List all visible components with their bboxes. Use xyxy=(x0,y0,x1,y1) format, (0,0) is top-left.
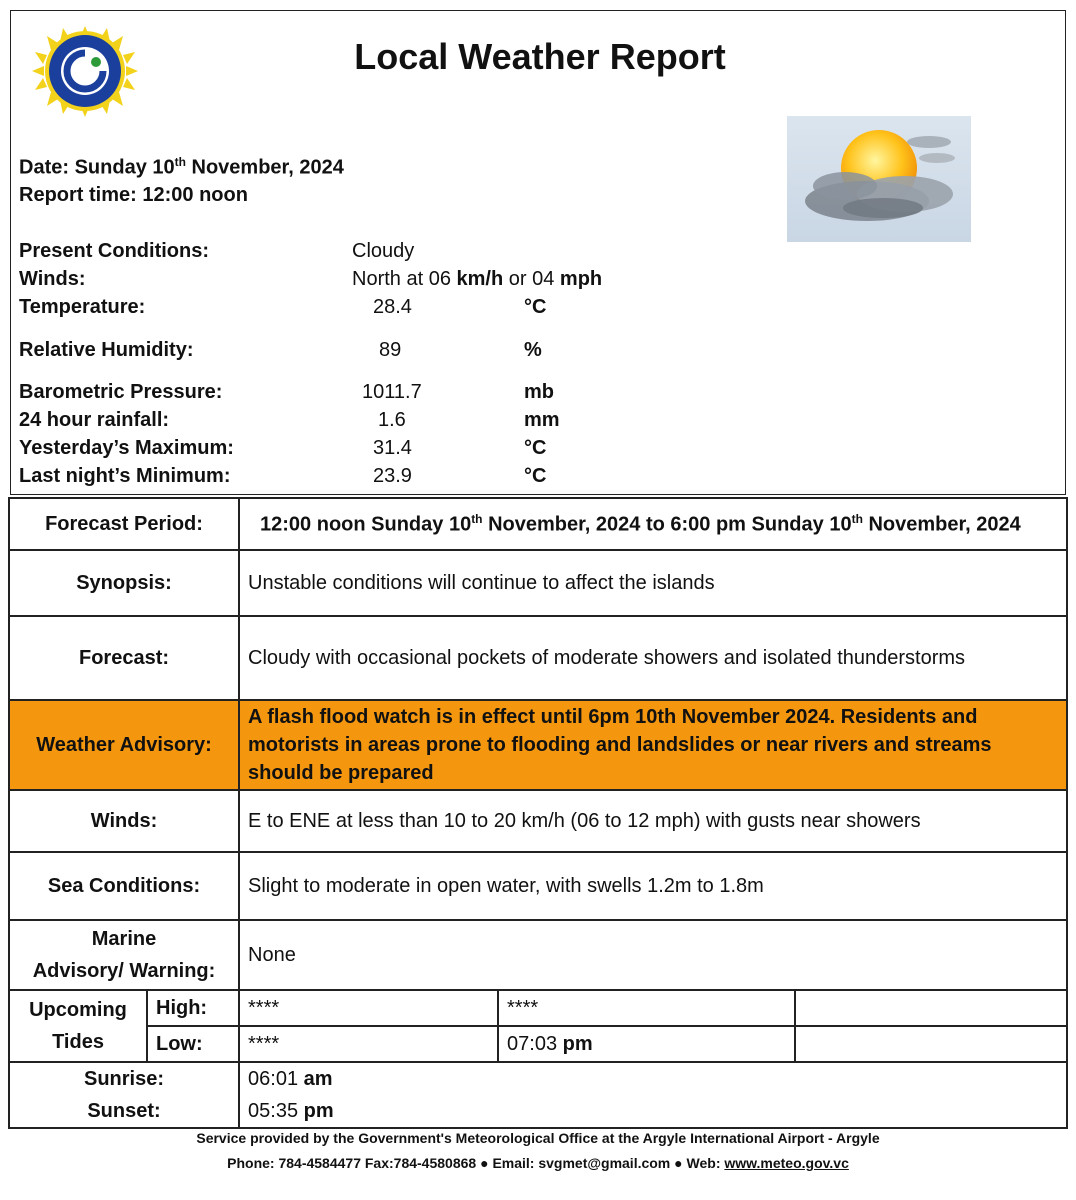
low-tide-2 xyxy=(498,1026,795,1062)
sea-conditions-label: Sea Conditions: xyxy=(9,852,239,920)
high-tide-2: **** xyxy=(498,990,795,1026)
low-tide-row xyxy=(9,1026,1067,1062)
date-day: Sunday 10 xyxy=(74,156,175,179)
high-tide-label: High: xyxy=(147,990,239,1026)
marine-label-line-1: Marine xyxy=(91,928,157,950)
forecast-table xyxy=(8,497,1068,1129)
low-tide-ampm: pm xyxy=(562,1032,593,1055)
sunset-ampm: pm xyxy=(303,1099,334,1122)
date-rest: November, 2024 xyxy=(191,156,344,179)
humidity-unit: % xyxy=(524,339,542,361)
weather-sun-cloud-image xyxy=(787,116,971,242)
period-start: 12:00 noon Sunday 10 xyxy=(260,513,472,536)
low-tide-3 xyxy=(795,1026,1067,1062)
report-time xyxy=(19,184,248,207)
rainfall-unit: mm xyxy=(524,409,560,431)
synopsis-value: Unstable conditions will continue to affect the islands xyxy=(239,550,1067,616)
footer-web-label: Web: xyxy=(686,1155,721,1171)
synopsis-row xyxy=(9,550,1067,616)
pressure-value: 1011.7 xyxy=(362,381,422,403)
period-sup-1: th xyxy=(471,511,483,526)
marine-advisory-label xyxy=(9,920,239,990)
tides-label-line-2: Tides xyxy=(52,1031,104,1053)
high-tide-row xyxy=(9,990,1067,1026)
yesterday-max-value: 31.4 xyxy=(373,437,412,459)
sunset-value xyxy=(239,1095,1067,1128)
temperature-value: 28.4 xyxy=(373,296,412,318)
temperature-label: Temperature: xyxy=(19,296,146,318)
winds-unit-kmh: km/h xyxy=(456,268,504,290)
footer-phone: Phone: 784-4584477 Fax:784-4580868 xyxy=(227,1155,477,1171)
forecast-period-value xyxy=(239,498,1067,550)
time-value: 12:00 noon xyxy=(142,184,248,206)
pressure-unit: mb xyxy=(524,381,554,403)
low-tide-label: Low: xyxy=(147,1026,239,1062)
sea-conditions-value: Slight to moderate in open water, with swells 1.2m to 1.8m xyxy=(239,852,1067,920)
page-title: Local Weather Report xyxy=(354,36,726,77)
forecast-period-row xyxy=(9,498,1067,550)
weather-advisory-value: A flash flood watch is in effect until 6pm 10th November 2024. Residents and motorists in areas prone to flooding and landslides or near rivers and streams should be prepared xyxy=(239,700,1067,790)
marine-label-line-2: Advisory/ Warning: xyxy=(32,960,216,982)
sunset-time: 05:35 xyxy=(248,1099,299,1122)
last-night-min-label: Last night’s Minimum: xyxy=(19,465,231,487)
sunset-row xyxy=(9,1095,1067,1128)
forecast-winds-label: Winds: xyxy=(9,790,239,852)
period-middle: November, 2024 to 6:00 pm Sunday 10 xyxy=(488,513,852,536)
sunrise-row xyxy=(9,1062,1067,1095)
rainfall-value: 1.6 xyxy=(378,409,406,431)
low-tide-time: 07:03 xyxy=(507,1032,558,1055)
high-tide-3 xyxy=(795,990,1067,1026)
upcoming-tides-label xyxy=(9,990,147,1062)
tides-label-line-1: Upcoming xyxy=(29,999,127,1021)
present-conditions-value: Cloudy xyxy=(352,240,415,262)
forecast-label: Forecast: xyxy=(9,616,239,700)
date-suffix: th xyxy=(174,155,186,169)
synopsis-label: Synopsis: xyxy=(9,550,239,616)
footer-web-link[interactable]: www.meteo.gov.vc xyxy=(724,1155,849,1171)
winds-value xyxy=(352,268,602,291)
yesterday-max-unit: °C xyxy=(524,437,547,459)
time-label: Report time: xyxy=(19,184,137,206)
marine-advisory-row xyxy=(9,920,1067,990)
footer-contact-line xyxy=(0,1155,1076,1171)
winds-unit-mph: mph xyxy=(559,268,603,290)
winds-speed-kmh: North at 06 xyxy=(352,268,451,290)
forecast-winds-value: E to ENE at less than 10 to 20 km/h (06 to 12 mph) with gusts near showers xyxy=(239,790,1067,852)
date-label: Date: xyxy=(19,156,70,179)
temperature-unit: °C xyxy=(524,296,547,318)
sea-conditions-row xyxy=(9,852,1067,920)
present-conditions-label: Present Conditions: xyxy=(19,240,210,262)
forecast-row xyxy=(9,616,1067,700)
forecast-winds-row xyxy=(9,790,1067,852)
bullet-icon: ● xyxy=(674,1155,683,1171)
weather-advisory-row xyxy=(9,700,1067,790)
winds-label: Winds: xyxy=(19,268,86,290)
last-night-min-value: 23.9 xyxy=(373,465,412,487)
footer-email: Email: svgmet@gmail.com xyxy=(492,1155,671,1171)
rainfall-label: 24 hour rainfall: xyxy=(19,409,170,431)
period-sup-2: th xyxy=(851,511,863,526)
humidity-value: 89 xyxy=(379,339,402,361)
forecast-value: Cloudy with occasional pockets of moderate showers and isolated thunderstorms xyxy=(239,616,1067,700)
winds-speed-mph: or 04 xyxy=(508,268,555,290)
sunset-label: Sunset: xyxy=(9,1095,239,1128)
pressure-label: Barometric Pressure: xyxy=(19,381,223,403)
last-night-min-unit: °C xyxy=(524,465,547,487)
report-date xyxy=(19,155,344,180)
marine-advisory-value: None xyxy=(239,920,1067,990)
sunrise-time: 06:01 xyxy=(248,1067,299,1090)
sunrise-ampm: am xyxy=(303,1067,333,1090)
footer-service-line: Service provided by the Government's Meteorological Office at the Argyle International Airport - Argyle xyxy=(196,1130,880,1146)
bullet-icon: ● xyxy=(480,1155,489,1171)
sunrise-label: Sunrise: xyxy=(9,1062,239,1095)
sunrise-value xyxy=(239,1062,1067,1095)
high-tide-1: **** xyxy=(239,990,498,1026)
yesterday-max-label: Yesterday’s Maximum: xyxy=(19,437,234,459)
humidity-label: Relative Humidity: xyxy=(19,339,194,361)
low-tide-1: **** xyxy=(239,1026,498,1062)
period-end: November, 2024 xyxy=(868,513,1021,536)
svgmts-logo xyxy=(30,24,140,119)
weather-advisory-label: Weather Advisory: xyxy=(9,700,239,790)
forecast-period-label: Forecast Period: xyxy=(9,498,239,550)
